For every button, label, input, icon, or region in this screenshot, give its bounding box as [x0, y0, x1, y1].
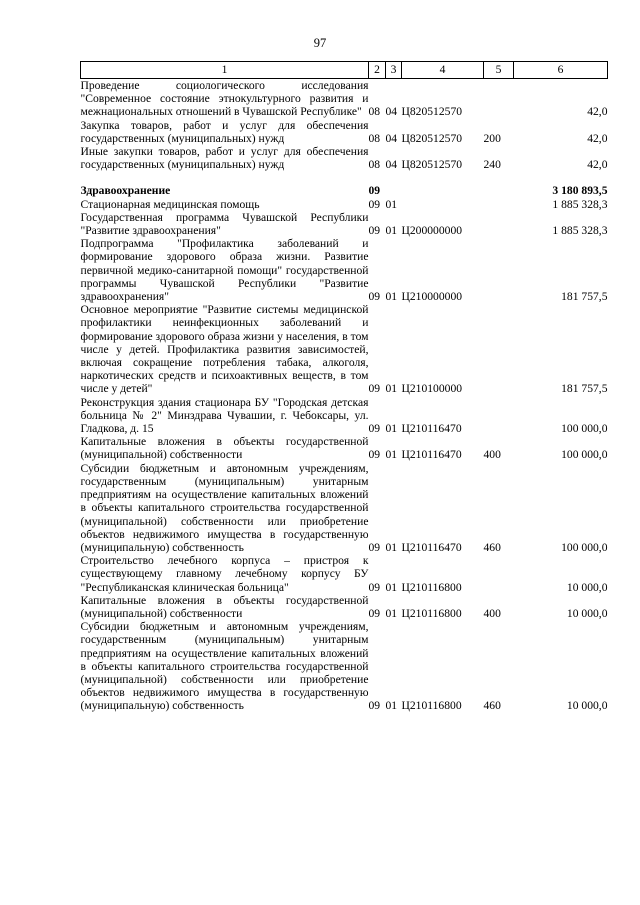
row-subsection: 01: [385, 224, 398, 238]
row-target-article: Ц210116800: [401, 580, 462, 594]
table-row: [81, 145, 608, 171]
table-row: [81, 303, 608, 395]
row-name: Закупка товаров, работ и услуг для обеспечения государственных (муниципальных) нужд: [80, 118, 369, 145]
row-name: Иные закупки товаров, работ и услуг для обеспечения государственных (муниципальных) нужд: [80, 145, 369, 172]
row-target-article: Ц820512570: [401, 105, 463, 119]
budget-table: [80, 61, 608, 713]
row-expense-type: [484, 237, 514, 303]
row-subsection: 01: [385, 580, 398, 594]
row-expense-type: 400: [483, 606, 501, 620]
row-expense-type: [484, 79, 514, 119]
row-amount: 10 000,0: [566, 606, 608, 620]
table-row: [81, 435, 608, 461]
row-target-article: Ц210116800: [401, 606, 462, 620]
row-target-article: Ц820512570: [401, 158, 463, 172]
table-row: [81, 462, 608, 554]
table-body: [81, 79, 608, 713]
table-row: [81, 211, 608, 237]
row-section: 09: [368, 422, 381, 436]
row-amount: 181 757,5: [561, 290, 608, 304]
row-target-article: [402, 184, 484, 197]
row-amount: 42,0: [587, 105, 608, 119]
row-section: 09: [368, 699, 381, 713]
row-target-article: Ц210116470: [401, 540, 462, 554]
row-expense-type: 200: [483, 131, 501, 145]
row-amount: 3 180 893,5: [552, 184, 608, 198]
row-section: 08: [368, 105, 381, 119]
row-name: Здравоохранение: [80, 184, 171, 198]
table-header-row: [81, 62, 608, 79]
table-row: [81, 396, 608, 436]
row-target-article: Ц210116800: [401, 699, 462, 713]
header-col-4: 4: [402, 62, 484, 79]
row-expense-type: 400: [483, 448, 501, 462]
row-amount: 181 757,5: [561, 382, 608, 396]
row-subsection: 01: [385, 699, 398, 713]
header-col-5: 5: [484, 62, 514, 79]
table-row: [81, 237, 608, 303]
row-expense-type: [484, 198, 514, 211]
row-amount: 1 885 328,3: [552, 224, 608, 238]
page-number: 97: [313, 36, 327, 50]
table-row: [81, 119, 608, 145]
row-subsection: 01: [385, 382, 398, 396]
row-section: 09: [368, 184, 381, 198]
row-target-article: Ц210100000: [401, 382, 463, 396]
row-subsection: [386, 184, 402, 197]
row-section: 09: [368, 580, 381, 594]
row-name: Капитальные вложения в объекты государственной (муниципальной) собственности: [80, 593, 369, 620]
row-subsection: 01: [385, 197, 398, 211]
row-expense-type: [484, 184, 514, 197]
row-section: 09: [368, 382, 381, 396]
row-expense-type: 240: [483, 158, 501, 172]
row-name: Реконструкция здания стационара БУ "Городская детская больница № 2" Минздрава Чувашии, г. Чебоксары, ул. Гладкова, д. 15: [80, 395, 369, 436]
row-target-article: Ц210116470: [401, 422, 462, 436]
row-name: Стационарная медицинская помощь: [80, 197, 260, 211]
row-amount: 100 000,0: [561, 422, 608, 436]
row-expense-type: [484, 554, 514, 594]
spacer-row: [81, 171, 608, 184]
row-section: 09: [368, 448, 381, 462]
row-section: 09: [368, 540, 381, 554]
row-section: 08: [368, 131, 381, 145]
row-expense-type: [484, 396, 514, 436]
row-amount: 10 000,0: [566, 580, 608, 594]
row-name: Основное мероприятие "Развитие системы медицинской профилактики неинфекционных заболеваний и формирование здорового образа жизни у населения, в том числе у детей. Профилактика развития зависимостей, включая сокращение потребления табака, алкоголя, наркотических средств и психоактивных веществ, в том числе у детей": [80, 303, 369, 396]
row-name: Субсидии бюджетным и автономным учреждениям, государственным (муниципальным) унитарным предприятиям на осуществление капитальных вложений в объекты капитального строительства государственной (муниципальной) собственности или приобретение объектов недвижимого имущества в государственную (муниципальную) собственность: [80, 461, 369, 554]
table-row: [81, 594, 608, 620]
row-target-article: [402, 198, 484, 211]
table-row: [81, 620, 608, 712]
row-amount: 10 000,0: [566, 699, 608, 713]
row-expense-type: [484, 211, 514, 237]
row-section: 09: [368, 606, 381, 620]
row-section: 09: [368, 224, 381, 238]
row-name: Проведение социологического исследования "Современное состояние этнокультурного развития и межнациональных отношений в Чувашской Республике": [80, 79, 369, 119]
row-name: Капитальные вложения в объекты государственной (муниципальной) собственности: [80, 435, 369, 462]
row-amount: 1 885 328,3: [552, 197, 608, 211]
header-col-2: 2: [369, 62, 386, 79]
row-subsection: 01: [385, 606, 398, 620]
row-target-article: Ц200000000: [401, 224, 463, 238]
row-subsection: 01: [385, 290, 398, 304]
row-subsection: 01: [385, 422, 398, 436]
row-amount: 42,0: [587, 158, 608, 172]
row-target-article: Ц820512570: [401, 131, 463, 145]
header-col-6: 6: [514, 62, 608, 79]
row-target-article: Ц210116470: [401, 448, 462, 462]
row-amount: 100 000,0: [561, 540, 608, 554]
row-section: 09: [368, 197, 381, 211]
row-target-article: Ц210000000: [401, 290, 463, 304]
table-row: [81, 79, 608, 119]
header-col-3: 3: [386, 62, 402, 79]
table-row: [81, 198, 608, 211]
row-subsection: 04: [385, 105, 398, 119]
row-name: Субсидии бюджетным и автономным учреждениям, государственным (муниципальным) унитарным предприятиям на осуществление капитальных вложений в объекты капитального строительства государственной (муниципальной) собственности или приобретение объектов недвижимого имущества в государственную (муниципальную) собственность: [80, 620, 369, 713]
row-expense-type: 460: [483, 540, 501, 554]
row-amount: 42,0: [587, 131, 608, 145]
row-amount: 100 000,0: [561, 448, 608, 462]
row-subsection: 04: [385, 131, 398, 145]
table-row: [81, 184, 608, 197]
row-subsection: 01: [385, 540, 398, 554]
table-row: [81, 554, 608, 594]
row-section: 09: [368, 290, 381, 304]
row-subsection: 01: [385, 448, 398, 462]
row-subsection: 04: [385, 158, 398, 172]
row-name: Государственная программа Чувашской Республики "Развитие здравоохранения": [80, 210, 369, 238]
row-name: Строительство лечебного корпуса – пристроя к существующему главному лечебному корпусу БУ "Республиканская клиническая больница": [80, 554, 369, 594]
row-section: 08: [368, 158, 381, 172]
row-expense-type: 460: [483, 699, 501, 713]
header-col-1: 1: [81, 62, 369, 79]
row-expense-type: [484, 303, 514, 395]
row-name: Подпрограмма "Профилактика заболеваний и формирование здорового образа жизни. Развитие первичной медико-санитарной помощи" государственной программы Чувашской Республики "Развитие здравоохранения": [80, 237, 369, 304]
